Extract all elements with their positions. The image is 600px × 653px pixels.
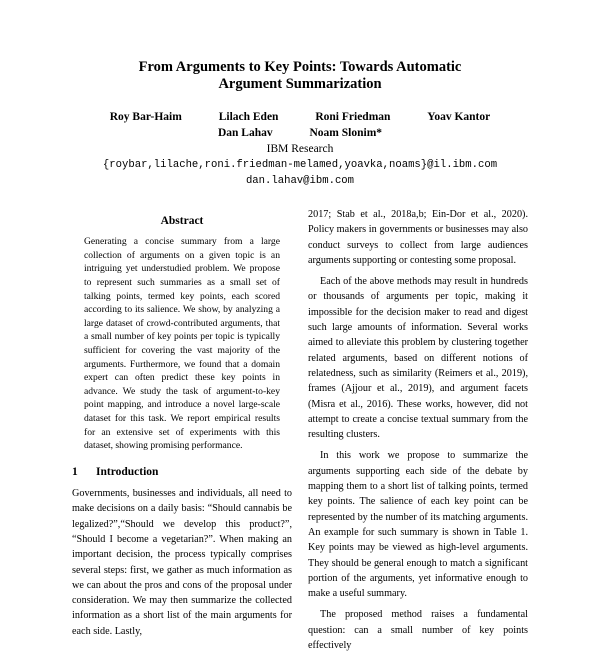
author-block xyxy=(0,109,600,189)
title-line-1: From Arguments to Key Points: Towards Automatic xyxy=(138,59,462,75)
abstract-heading: Abstract xyxy=(160,215,204,227)
intro-paragraph-1: Governments, businesses and individuals, all need to make decisions on a daily basis: “Should cannabis be legalized?”,“Should we develop this product?”, “Should I become a vegetarian?”. When making an important decision, the process typically comprises several steps: first, we gather as much information as we can about the pros and cons of the proposal under consideration. We may then summarize the collected information as a short list of the main arguments for each side. Lastly, xyxy=(72,488,292,637)
author-name: Roy Bar-Haim xyxy=(109,111,182,123)
paragraph: Each of the above methods may result in hundreds or thousands of arguments per topic, making it impossible for the decision maker to read and digest such large amounts of information. Several works aimed to alleviate this problem by clustering together related arguments, based on different notions of relatedness, such as similarity (Reimers et al., 2019), frames (Ajjour et al., 2019), and argument facets (Misra et al., 2016). These works, however, did not attempt to create a concise textual summary from the resulting clusters. xyxy=(308,276,528,441)
left-column xyxy=(72,214,292,639)
abstract-text: Generating a concise summary from a large collection of arguments on a given topic is an intriguing yet understudied problem. We propose to represent such summaries as a small set of talking points, termed key points, each scored according to its salience. We show, by analyzing a large dataset of crowd-contributed arguments, that a small number of key points per topic is typically sufficient for covering the vast majority of the arguments. Furthermore, we found that a domain expert can often predict these key points in advance. We study the task of argument-to-key point mapping, and introduce a novel large-scale dataset for this task. We report empirical results for an extensive set of experiments with this dataset, showing promising performance. xyxy=(84,236,280,452)
author-name: Noam Slonim* xyxy=(309,127,383,139)
email-line-1: {roybar,lilache,roni.friedman-melamed,yoavka,noams}@il.ibm.com xyxy=(102,159,498,171)
title-line-2: Argument Summarization xyxy=(218,76,382,92)
paragraph-continued: 2017; Stab et al., 2018a,b; Ein-Dor et al., 2020). Policy makers in governments or businesses may also conduct surveys to collect from large audiences arguments supporting or contesting some proposal. xyxy=(308,209,528,266)
affiliation: IBM Research xyxy=(266,143,334,155)
author-name: Dan Lahav xyxy=(217,127,273,139)
paragraph: In this work we propose to summarize the arguments supporting each side of the debate by mapping them to a short list of talking points, termed key points. The salience of each key point can be represented by the number of its matching arguments. An example for such summary is shown in Table 1. Key points may be viewed as high-level arguments. They should be general enough to match a significant portion of the arguments, yet informative enough to make a useful summary. xyxy=(308,450,528,600)
section-title: Introduction xyxy=(96,465,159,478)
author-name: Yoav Kantor xyxy=(427,111,491,123)
author-row-2 xyxy=(0,125,600,141)
author-name: Lilach Eden xyxy=(218,111,279,123)
section-heading-introduction xyxy=(72,465,292,480)
paper-title xyxy=(0,59,600,93)
author-name: Roni Friedman xyxy=(315,111,391,123)
right-column xyxy=(308,207,528,653)
section-number: 1 xyxy=(72,465,78,478)
email-line-2: dan.lahav@ibm.com xyxy=(245,175,355,187)
paragraph: The proposed method raises a fundamental question: can a small number of key points effectively xyxy=(308,609,528,652)
author-row-1 xyxy=(0,109,600,125)
